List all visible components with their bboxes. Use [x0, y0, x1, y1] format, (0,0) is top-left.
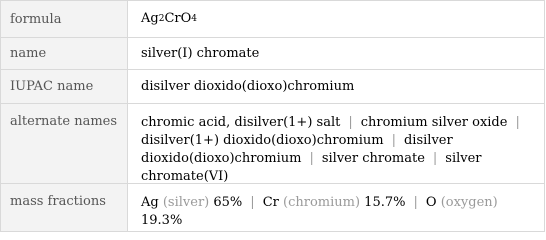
table-row-alternate-names	[1, 103, 544, 183]
mass-percent: 65%	[213, 195, 243, 210]
row-label-formula: formula	[1, 1, 128, 37]
name-value: silver(I) chromate	[141, 45, 260, 61]
formula-part-cro: CrO	[164, 11, 192, 26]
alternate-name-part: dioxido(dioxo)chromium	[141, 151, 302, 166]
alternate-name: chromium silver oxide	[360, 115, 508, 130]
table-row-iupac	[1, 69, 544, 103]
separator: |	[432, 151, 438, 166]
mass-percent: 15.7%	[364, 195, 406, 210]
separator: |	[413, 195, 418, 210]
row-label-name: name	[1, 38, 128, 69]
formula-subscript-4: 4	[191, 14, 198, 24]
table-row-name	[1, 37, 544, 69]
chemical-formula	[129, 1, 544, 37]
element-name: (silver)	[162, 195, 210, 210]
element-name: (chromium)	[283, 195, 361, 210]
element-name: (oxygen)	[440, 195, 498, 210]
alternate-names-value	[129, 104, 544, 183]
mass-percent: 19.3%	[141, 213, 183, 228]
alternate-name-part: silver	[445, 151, 482, 166]
formula-subscript-2: 2	[158, 14, 165, 24]
mass-fractions-value	[129, 184, 544, 231]
separator: |	[250, 195, 255, 210]
alternate-name: silver chromate	[321, 151, 425, 166]
element-symbol: O	[425, 195, 437, 210]
row-label-mass-fractions: mass fractions	[1, 184, 128, 231]
element-symbol: Cr	[262, 195, 279, 210]
formula-part-ag: Ag	[141, 11, 159, 26]
table-row-formula	[1, 1, 544, 37]
alternate-name: chromic acid, disilver(1+) salt	[141, 115, 341, 130]
alternate-name-part: chromate(VI)	[141, 169, 229, 184]
iupac-name-value: disilver dioxido(dioxo)chromium	[141, 78, 355, 94]
row-label-alternate-names: alternate names	[1, 104, 128, 183]
separator: |	[309, 151, 314, 166]
row-label-iupac: IUPAC name	[1, 70, 128, 103]
separator: |	[515, 115, 520, 130]
element-symbol: Ag	[141, 195, 159, 210]
table-row-mass-fractions	[1, 183, 544, 231]
alternate-name: disilver(1+) dioxido(dioxo)chromium	[141, 133, 384, 148]
separator: |	[348, 115, 353, 130]
alternate-name-part: disilver	[403, 133, 453, 148]
separator: |	[391, 133, 396, 148]
